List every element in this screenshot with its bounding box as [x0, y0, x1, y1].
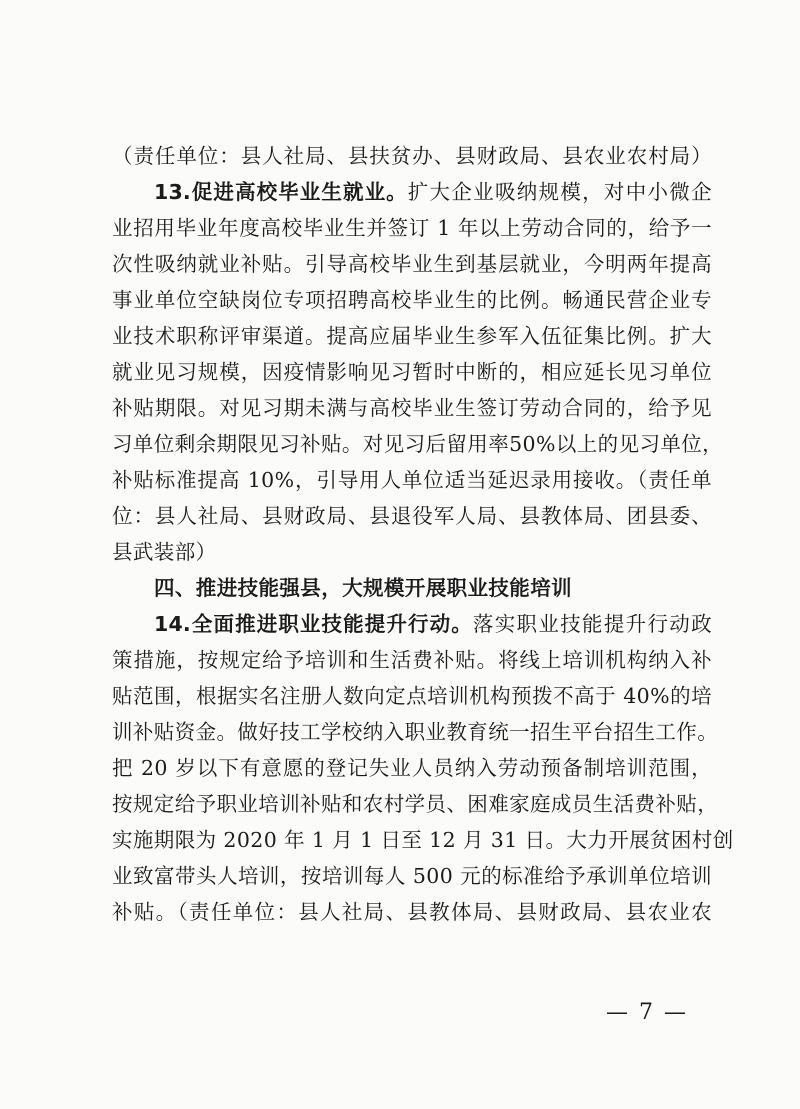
- text-line-3: 业招用毕业年度高校毕业生并签订 1 年以上劳动合同的，给予一: [112, 216, 712, 240]
- text-line-15: 策措施，按规定给予培训和生活费补贴。将线上培训机构纳入补: [112, 648, 712, 672]
- item-13-line: [112, 174, 712, 210]
- item-13-title: 13.促进高校毕业生就业。: [154, 180, 408, 204]
- text-line-18: 把 20 岁以下有意愿的登记失业人员纳入劳动预备制培训范围，: [112, 756, 712, 780]
- item-14-title: 14.全面推进职业技能提升行动。: [154, 612, 473, 636]
- item-13-lead: 扩大企业吸纳规模，对中小微企: [407, 180, 712, 204]
- text-line-12: 县武装部）: [112, 540, 217, 564]
- text-line-7: 就业见习规模，因疫情影响见习暂时中断的，相应延长见习单位: [112, 360, 712, 384]
- section-4-heading: 四、推进技能强县，大规模开展职业技能培训: [154, 576, 572, 600]
- text-line-5: 事业单位空缺岗位专项招聘高校毕业生的比例。畅通民营企业专: [112, 288, 712, 312]
- item-14-lead: 落实职业技能提升行动政: [472, 612, 713, 636]
- text-line-21: 业致富带头人培训，按培训每人 500 元的标准给予承训单位培训: [112, 864, 712, 888]
- text-line-16: 贴范围，根据实名注册人数向定点培训机构预拨不高于 40%的培: [112, 684, 712, 708]
- text-line-11: 位：县人社局、县财政局、县退役军人局、县教体局、团县委、: [112, 504, 712, 528]
- item-14-line: [112, 606, 712, 642]
- text-line-4: 次性吸纳就业补贴。引导高校毕业生到基层就业，今明两年提高: [112, 252, 712, 276]
- text-line-17: 训补贴资金。做好技工学校纳入职业教育统一招生平台招生工作。: [112, 720, 719, 744]
- body-text: [112, 138, 734, 930]
- text-line-10: 补贴标准提高 10%，引导用人单位适当延迟录用接收。（责任单: [112, 468, 712, 492]
- text-line-22: 补贴。（责任单位：县人社局、县教体局、县财政局、县农业农: [112, 900, 712, 924]
- text-line-20: 实施期限为 2020 年 1 月 1 日至 12 月 31 日。大力开展贫困村创: [112, 828, 734, 852]
- text-line-8: 补贴期限。对见习期未满与高校毕业生签订劳动合同的，给予见: [112, 396, 712, 420]
- text-line-1: （责任单位：县人社局、县扶贫办、县财政局、县农业农村局）: [112, 144, 712, 168]
- text-line-6: 业技术职称评审渠道。提高应届毕业生参军入伍征集比例。扩大: [112, 324, 712, 348]
- page-number: — 7 —: [606, 1000, 688, 1025]
- text-line-19: 按规定给予职业培训补贴和农村学员、困难家庭成员生活费补贴，: [112, 792, 719, 816]
- text-line-9: 习单位剩余期限见习补贴。对见习后留用率50%以上的见习单位，: [112, 432, 724, 456]
